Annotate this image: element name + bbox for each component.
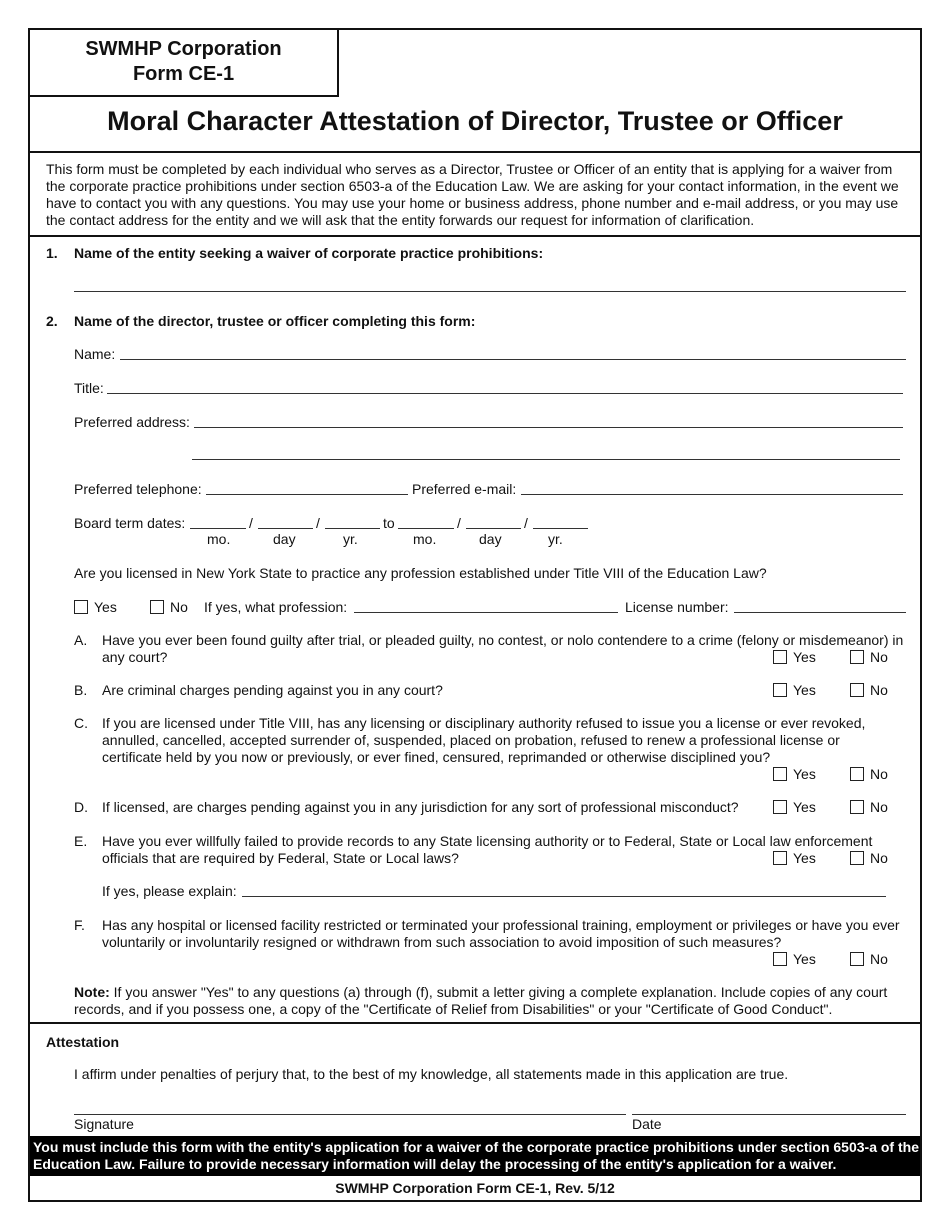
- name-field[interactable]: [120, 359, 906, 360]
- intro-text: This form must be completed by each individual who serves as a Director, Trustee or Officer of an entity that is applying for a waiver from the corporate practice prohibitions under section 6503-a of the Education Law. We are asking for your contact information, in the event we have to contact you with any questions. You may use your home or business address, phone number and e-mail address, or you may use the contact address for the entity and we will ask that the entity forwards our request for information of clarification.: [46, 161, 899, 228]
- date-slash: /: [457, 515, 461, 531]
- no-label: No: [870, 649, 888, 665]
- date-part-label: mo.: [207, 531, 231, 547]
- question-e-text: Have you ever willfully failed to provide records to any State licensing authority or to Federal, State or Local law enforcement officials that are required by Federal, State or Local laws?: [102, 833, 873, 866]
- title-field[interactable]: [107, 393, 903, 394]
- title-label: Title:: [74, 380, 104, 396]
- license-yes-option[interactable]: [74, 599, 117, 615]
- profession-field[interactable]: [354, 612, 618, 613]
- page-title: Moral Character Attestation of Director, Trustee or Officer: [107, 106, 843, 136]
- question-e-no-checkbox[interactable]: [850, 851, 864, 865]
- divider: [30, 151, 920, 153]
- question-f-text: Has any hospital or licensed facility restricted or terminated your professional training, employment or privileges or have you ever voluntarily or involuntarily resigned or withdrawn from such association to avoid imposition of such measures?: [102, 917, 900, 950]
- date-label: Date: [632, 1116, 662, 1132]
- yes-label: Yes: [793, 682, 816, 698]
- question-d-no[interactable]: [850, 799, 888, 815]
- explain-field[interactable]: [242, 896, 886, 897]
- question-c-no-checkbox[interactable]: [850, 767, 864, 781]
- date-slash: /: [316, 515, 320, 531]
- q1-number: 1.: [46, 245, 58, 261]
- question-a-text: Have you ever been found guilty after trial, or pleaded guilty, no contest, or nolo contendere to a crime (felony or misdemeanor) in any court?: [102, 632, 904, 665]
- name-label: Name:: [74, 346, 116, 362]
- date-part-label: day: [479, 531, 502, 547]
- question-c-yes-checkbox[interactable]: [773, 767, 787, 781]
- note-text: If you answer "Yes" to any questions (a) through (f), submit a letter giving a complete explanation. Include copies of any court records, and if you possess one, a copy of the "Certificate of Relief from Disabilities" or your "Certificate of Good Conduct".: [74, 984, 888, 1017]
- question-d-yes-checkbox[interactable]: [773, 800, 787, 814]
- license-question: Are you licensed in New York State to practice any profession established under Title VIII of the Education Law?: [74, 565, 767, 581]
- signature-label: Signature: [74, 1116, 134, 1132]
- q2-label: Name of the director, trustee or officer completing this form:: [74, 313, 476, 329]
- question-c-yes[interactable]: [773, 766, 816, 782]
- question-letter: D.: [74, 799, 88, 815]
- divider: [30, 1022, 920, 1024]
- license-yes-checkbox[interactable]: [74, 600, 88, 614]
- question-f-no-checkbox[interactable]: [850, 952, 864, 966]
- date-slash: /: [249, 515, 253, 531]
- question-c-no[interactable]: [850, 766, 888, 782]
- attestation-heading: Attestation: [46, 1034, 120, 1050]
- date-part-label: yr.: [548, 531, 563, 547]
- form-number: Form CE-1: [132, 63, 235, 85]
- no-label: No: [870, 682, 888, 698]
- yes-label: Yes: [793, 850, 816, 866]
- question-d-yes[interactable]: [773, 799, 816, 815]
- license-number-label: License number:: [625, 599, 729, 615]
- start-month-field[interactable]: [190, 528, 246, 529]
- end-day-field[interactable]: [466, 528, 521, 529]
- date-slash: /: [524, 515, 528, 531]
- date-part-label: day: [273, 531, 296, 547]
- question-a-yes[interactable]: [773, 649, 816, 665]
- question-b-no[interactable]: [850, 682, 888, 698]
- form-id-box: [30, 30, 339, 97]
- question-a-yes-checkbox[interactable]: [773, 650, 787, 664]
- entity-name-field[interactable]: [74, 291, 906, 292]
- board-term-label: Board term dates:: [74, 515, 186, 531]
- form-footer: SWMHP Corporation Form CE-1, Rev. 5/12: [335, 1180, 615, 1196]
- phone-label: Preferred telephone:: [74, 481, 202, 497]
- email-field[interactable]: [521, 494, 903, 495]
- question-c-text: If you are licensed under Title VIII, has any licensing or disciplinary authority refused to issue you a license or ever revoked, annulled, cancelled, accepted surrender of, suspended, placed on probation, refused to renew a professional license or certificate held by you now or previously, or ever fined, censured, reprimanded or otherwise disciplined you?: [102, 715, 866, 765]
- question-f-no[interactable]: [850, 951, 888, 967]
- note-label: Note:: [74, 984, 110, 1000]
- warning-banner: You must include this form with the entity's application for a waiver of the corporate practice prohibitions under section 6503-a of the Education Law. Failure to provide necessary information will delay the processing of the entity's application for a waiver.: [30, 1136, 920, 1176]
- question-letter: A.: [74, 632, 88, 648]
- no-label: No: [870, 850, 888, 866]
- yes-label: Yes: [94, 599, 117, 615]
- end-month-field[interactable]: [398, 528, 454, 529]
- license-number-field[interactable]: [734, 612, 906, 613]
- profession-label: If yes, what profession:: [204, 599, 348, 615]
- date-field[interactable]: [632, 1114, 906, 1115]
- question-a-no-checkbox[interactable]: [850, 650, 864, 664]
- question-letter: F.: [74, 917, 85, 933]
- yes-label: Yes: [793, 951, 816, 967]
- license-no-checkbox[interactable]: [150, 600, 164, 614]
- question-d-no-checkbox[interactable]: [850, 800, 864, 814]
- date-to-label: to: [383, 515, 395, 531]
- question-e-yes[interactable]: [773, 850, 816, 866]
- question-b-text: Are criminal charges pending against you in any court?: [102, 682, 443, 698]
- note: [74, 984, 904, 1018]
- question-letter: C.: [74, 715, 88, 731]
- address-label: Preferred address:: [74, 414, 190, 430]
- question-b-yes[interactable]: [773, 682, 816, 698]
- end-year-field[interactable]: [533, 528, 588, 529]
- phone-field[interactable]: [206, 494, 408, 495]
- yes-label: Yes: [793, 649, 816, 665]
- license-no-option[interactable]: [150, 599, 188, 615]
- no-label: No: [870, 951, 888, 967]
- question-letter: E.: [74, 833, 88, 849]
- question-f-yes-checkbox[interactable]: [773, 952, 787, 966]
- divider: [30, 235, 920, 237]
- question-b-no-checkbox[interactable]: [850, 683, 864, 697]
- yes-label: Yes: [793, 766, 816, 782]
- start-day-field[interactable]: [258, 528, 313, 529]
- question-f-yes[interactable]: [773, 951, 816, 967]
- explain-label: If yes, please explain:: [102, 883, 237, 899]
- date-part-label: mo.: [413, 531, 437, 547]
- start-year-field[interactable]: [325, 528, 380, 529]
- question-e-yes-checkbox[interactable]: [773, 851, 787, 865]
- address-line-2-field[interactable]: [192, 459, 900, 460]
- form-ce-1: [28, 28, 922, 1202]
- question-letter: B.: [74, 682, 88, 698]
- org-name: SWMHP Corporation: [85, 38, 282, 60]
- attestation-text: I affirm under penalties of perjury that, to the best of my knowledge, all statements made in this application are true.: [74, 1066, 789, 1082]
- yes-label: Yes: [793, 799, 816, 815]
- q2-number: 2.: [46, 313, 58, 329]
- email-label: Preferred e-mail:: [412, 481, 517, 497]
- signature-field[interactable]: [74, 1114, 626, 1115]
- address-line-1-field[interactable]: [194, 427, 903, 428]
- q1-label: Name of the entity seeking a waiver of corporate practice prohibitions:: [74, 245, 544, 261]
- no-label: No: [870, 766, 888, 782]
- question-e-no[interactable]: [850, 850, 888, 866]
- question-a-no[interactable]: [850, 649, 888, 665]
- question-b-yes-checkbox[interactable]: [773, 683, 787, 697]
- no-label: No: [870, 799, 888, 815]
- question-d-text: If licensed, are charges pending against you in any jurisdiction for any sort of professional misconduct?: [102, 799, 739, 815]
- no-label: No: [170, 599, 188, 615]
- date-part-label: yr.: [343, 531, 358, 547]
